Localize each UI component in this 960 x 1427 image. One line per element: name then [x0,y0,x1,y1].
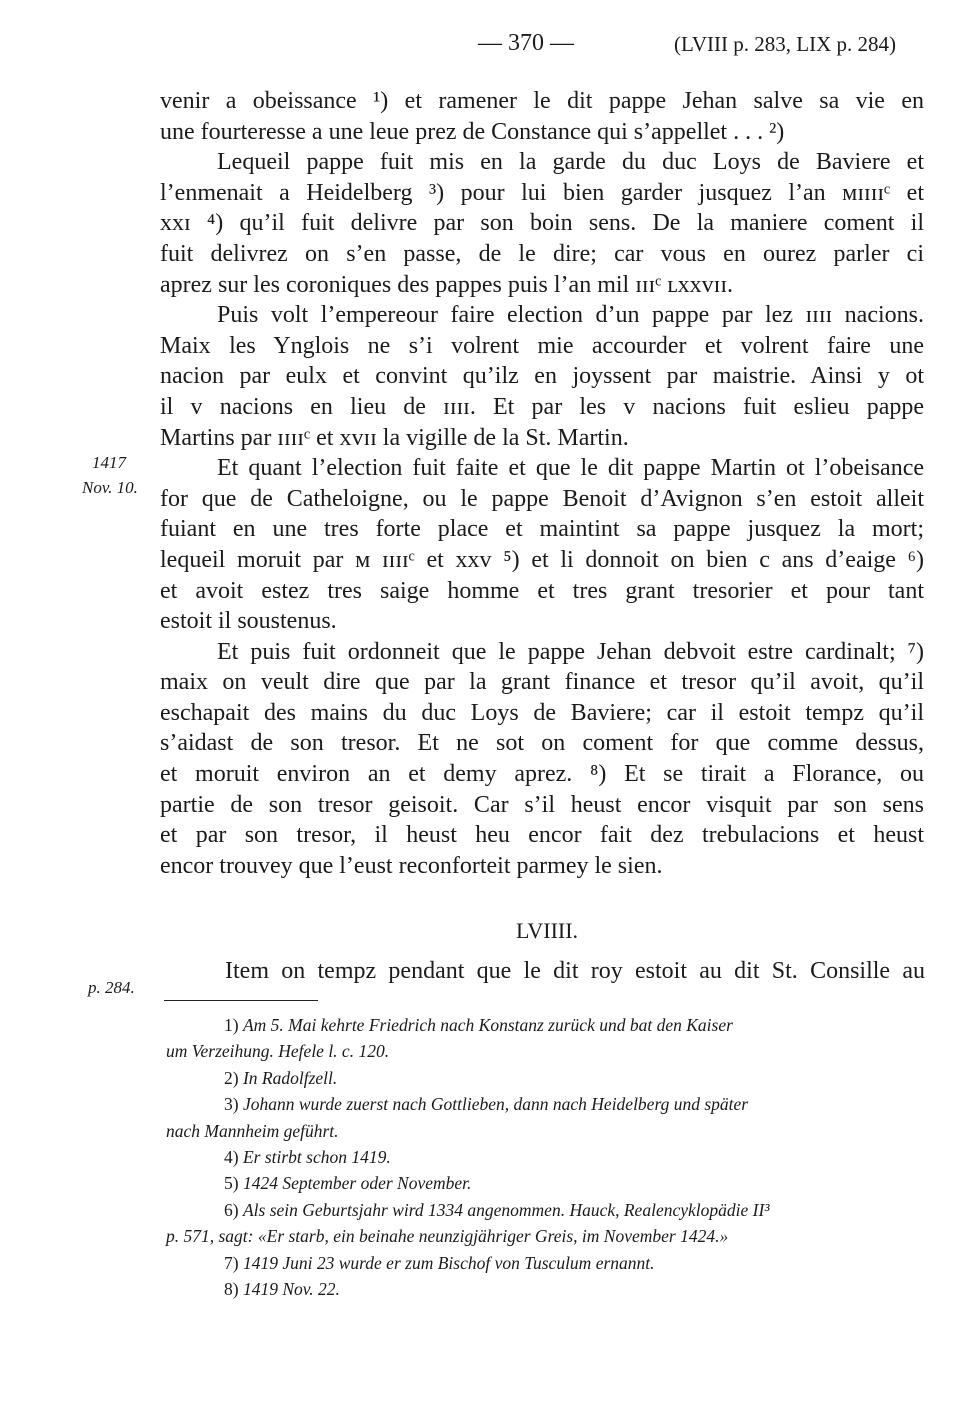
text-line: Maix les Ynglois ne s’i volrent mie accourder et volrent faire une [160,332,924,359]
page-number: — 370 — [478,30,574,56]
footnote: 2) In Radolfzell. [224,1067,338,1088]
text-line: et avoit estez tres saige homme et tres grant tresorier et pour tant [160,577,924,604]
footnote: 1) Am 5. Mai kehrte Friedrich nach Konstanz zurück und bat den Kaiser [224,1015,733,1035]
text-line: Et quant l’election fuit faite et que le dit pappe Martin ot l’obeisance [217,455,924,482]
footnote-continuation: p. 571, sagt: «Er starb, ein beinahe neunzigjähriger Greis, im November 1424.» [166,1226,729,1247]
text-line: partie de son tresor geisoit. Car s’il heust encor visquit par son sens [160,791,924,818]
text-line: maix on veult dire que par la grant finance et tresor qu’il avoit, qu’il [160,669,924,696]
text-line: Et puis fuit ordonneit que le pappe Jehan debvoit estre cardinalt; ⁷) [217,638,924,665]
footnote-rule [164,1000,318,1001]
text-line: aprez sur les coroniques des pappes puis l’an mil ɪɪɪᶜ ʟxxᴠɪɪ. [160,271,733,298]
footnotes [166,1012,930,1302]
text-line: venir a obeissance ¹) et ramener le dit pappe Jehan salve sa vie en [160,88,924,114]
main-text [160,86,924,881]
section-heading: LVIIII. [515,918,579,943]
text-line: et moruit environ an et demy aprez. ⁸) Et se tirait a Florance, ou [160,761,924,788]
text-line: lequeil moruit par ᴍ ɪɪɪɪᶜ et xxᴠ ⁵) et li donnoit on bien c ans d’eaige ⁶) [160,546,924,573]
text-line: Puis volt l’empereour faire election d’un pappe par lez ɪɪɪɪ nacions. [217,302,924,329]
footnote: 3) Johann wurde zuerst nach Gottlieben, dann nach Heidelberg und später [224,1094,749,1115]
text-line: fuit delivrez on s’en passe, de le dire; car vous en ourez parler ci [160,240,924,267]
text-line: une fourteresse a une leue prez de Constance qui s’appellet . . . ²) [160,118,785,145]
footnote: 4) Er stirbt schon 1419. [224,1147,391,1168]
footnote: 7) 1419 Juni 23 wurde er zum Bischof von Tusculum ernannt. [224,1252,655,1273]
text-line: estoit il soustenus. [160,608,337,635]
text-line: Lequeil pappe fuit mis en la garde du duc Loys de Baviere et [217,149,924,176]
footnote-continuation: um Verzeihung. Hefele l. c. 120. [166,1041,390,1062]
text-line: xxɪ ⁴) qu’il fuit delivre par son boin sens. De la maniere coment il [160,210,924,237]
text-line: il v nacions en lieu de ɪɪɪɪ. Et par les v nacions fuit eslieu pappe [160,393,924,420]
running-title: (LVIII p. 283, LIX p. 284) [673,32,896,56]
footnote: 5) 1424 September oder November. [224,1173,472,1194]
text-line: nacion par eulx et convint qu’ilz en joyssent par maistrie. Ainsi y ot [160,363,924,390]
section-first-line: Item on tempz pendant que le dit roy estoit au dit St. Consille au [225,958,925,984]
text-line: encor trouvey que l’eust reconforteit parmey le sien. [160,852,663,879]
text-line: for que de Catheloigne, ou le pappe Benoit d’Avignon s’en estoit alleit [160,485,924,512]
text-line: l’enmenait a Heidelberg ³) pour lui bien garder jusquez l’an ᴍɪɪɪɪᶜ et [160,179,924,206]
footnote-continuation: nach Mannheim geführt. [166,1120,339,1141]
margin-note-date: Nov. 10. [82,478,138,497]
page-header [0,30,960,60]
footnote: 6) Als sein Geburtsjahr wird 1334 angenommen. Hauck, Realencyklopädie II³ [224,1199,770,1220]
margin-note-page-ref: p. 284. [88,978,135,997]
text-line: fuiant en une tres forte place et maintint sa pappe jusquez la mort; [160,516,924,543]
text-line: eschapait des mains du duc Loys de Baviere; car il estoit tempz qu’il [160,699,924,726]
text-line: et par son tresor, il heust heu encor fait dez trebulacions et heust [160,822,924,849]
text-line: Martins par ɪɪɪɪᶜ et xᴠɪɪ la vigille de la St. Martin. [160,424,629,451]
margin-note-year: 1417 [92,453,126,472]
footnote: 8) 1419 Nov. 22. [224,1279,340,1300]
text-line: s’aidast de son tresor. Et ne sot on coment for que comme dessus, [160,730,924,757]
